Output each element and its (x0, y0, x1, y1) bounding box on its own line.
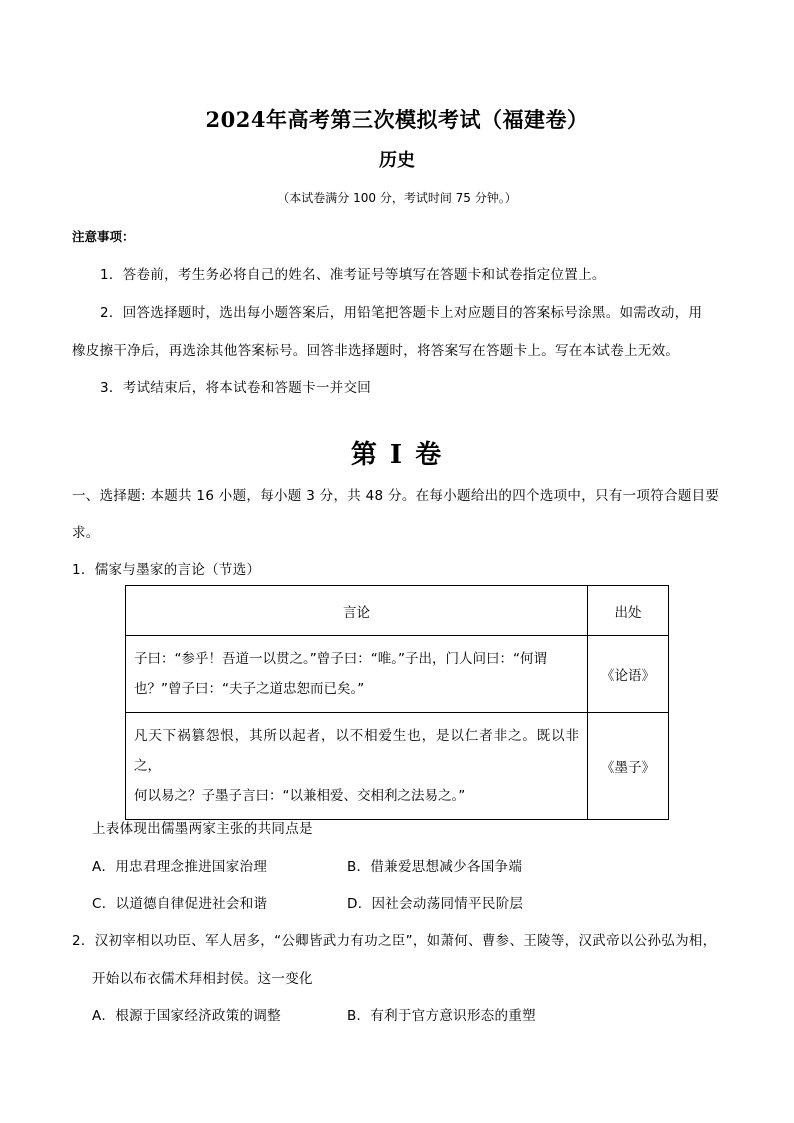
table-cell-quote (126, 713, 588, 820)
quote-line: 何以易之？子墨子言曰：“以兼相爱、交相利之法易之。” (134, 788, 466, 804)
table-cell-quote (126, 636, 588, 713)
table-cell-source: 《论语》 (588, 636, 669, 713)
quote-line: 凡天下祸篡怨恨，其所以起者，以不相爱生也，是以仁者非之。既以非之， (134, 728, 579, 774)
instructions-heading: 注意事项： (72, 229, 135, 244)
exam-title: 2024年高考第三次模拟考试（福建卷） (205, 107, 589, 132)
table-row (126, 636, 669, 713)
quote-line: 也？”曾子曰：“夫子之道忠恕而已矣。” (134, 681, 365, 697)
instruction-item-2-line-2: 橡皮擦干净后，再选涂其他答案标号。回答非选择题时，将答案写在答题卡上。写在本试卷上无效。 (72, 343, 680, 359)
option-d: D．因社会动荡同情平民阶层 (347, 896, 524, 912)
section-description-line-1: 一、选择题: 本题共 16 小题，每小题 3 分，共 48 分。在每小题给出的四个选项中，只有一项符合题目要 (72, 488, 720, 504)
quote-line: 子曰：“参乎！吾道一以贯之。”曾子曰：“唯。”子出，门人问曰：“何谓 (134, 651, 547, 667)
instruction-item-3: 3．考试结束后，将本试卷和答题卡一并交回 (100, 380, 372, 396)
exam-note: （本试卷满分 100 分，考试时间 75 分钟。） (277, 191, 517, 205)
quote-table (125, 585, 669, 820)
table-cell-source: 《墨子》 (588, 713, 669, 820)
subject-title: 历史 (379, 150, 415, 171)
question-2-stem-line-1: 2．汉初宰相以功臣、军人居多，“公卿皆武力有功之臣”，如萧何、曹参、王陵等，汉武帝以公孙弘为相， (72, 933, 717, 949)
table-header-row (126, 586, 669, 636)
q2-option-a: A．根源于国家经济政策的调整 (92, 1008, 281, 1024)
instruction-item-1: 1．答卷前，考生务必将自己的姓名、准考证号等填写在答题卡和试卷指定位置上。 (100, 267, 606, 283)
table-header-source: 出处 (588, 586, 669, 636)
question-1-prompt: 上表体现出儒墨两家主张的共同点是 (92, 821, 313, 837)
table-row (126, 713, 669, 820)
section-description-line-2: 求。 (72, 525, 100, 541)
option-c: C．以道德自律促进社会和谐 (92, 896, 268, 912)
option-a: A．用忠君理念推进国家治理 (92, 859, 268, 875)
table-header-quote: 言论 (126, 586, 588, 636)
q2-option-b: B．有利于官方意识形态的重塑 (347, 1008, 536, 1024)
question-1-stem: 1．儒家与墨家的言论（节选） (72, 562, 261, 578)
option-b: B．借兼爱思想减少各国争端 (347, 859, 523, 875)
instruction-item-2-line-1: 2．回答选择题时，选出每小题答案后，用铅笔把答题卡上对应题目的答案标号涂黑。如需改动，用 (100, 305, 703, 321)
question-2-stem-line-2: 开始以布衣儒术拜相封侯。这一变化 (92, 971, 313, 987)
section-title: 第 I 卷 (350, 440, 444, 470)
